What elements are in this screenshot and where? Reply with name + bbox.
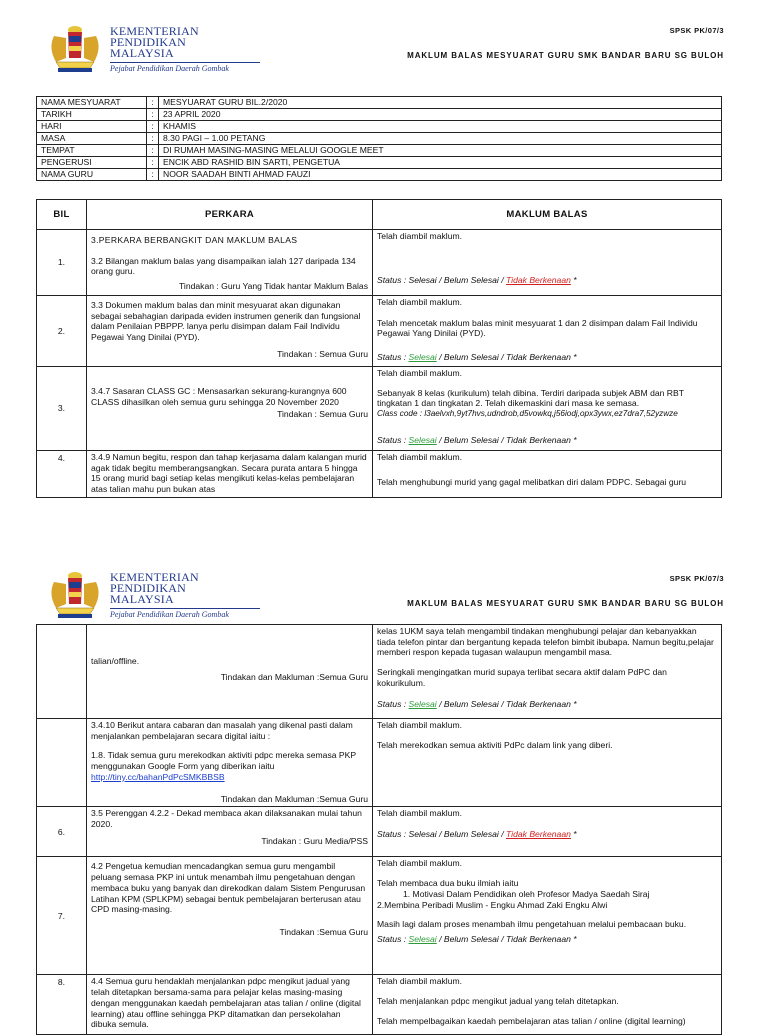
maklum-balas-cell: kelas 1UKM saya telah mengambil tindakan menghubungi pelajar dan kebanyakkan tiada telefon pintar dan bergantung kepada telefon bimbit ibubapa. Namun begitu,pelajar memberi respon kepada tugasan walaupun mengambil masa. Seringkali mengingatkan murid supaya terlibat secara aktif dalam PdPC dan kokurikulum. Status : Selesai / Belum Selesai / Tidak Berkenaan * xyxy=(373,625,722,719)
tindakan: Tindakan :Semua Guru xyxy=(279,927,368,938)
status-line: Status : Selesai / Belum Selesai / Tidak Berkenaan * xyxy=(377,934,577,945)
maklum-balas-cell: Telah diambil maklum. Telah mencetak maklum balas minit mesyuarat 1 dan 2 disimpan dalam Fail Individu Pegawai Yang Dinilai (PYD). Status : Selesai / Belum Selesai / Tidak Berkenaan * xyxy=(373,296,722,367)
perkara-cell: 4.4 Semua guru hendaklah menjalankan pdpc mengikut jadual yang telah ditetapkan bersama-sama para pelajar kelas masing-masing dengan menggunakan kaedah pembelajaran atas talian / online (digital learning) atau offline sehingga PKP ditamatkan dan persekolahan dibuka semula. xyxy=(87,975,373,1035)
row-number: 1. xyxy=(37,230,87,296)
perkara-cell: talian/offline. Tindakan dan Makluman :Semua Guru xyxy=(87,625,373,719)
meta-row: TARIKH : 23 APRIL 2020 xyxy=(37,109,722,121)
district-office: Pejabat Pendidikan Daerah Gombak xyxy=(110,64,229,73)
coat-of-arms-icon xyxy=(44,568,106,620)
status-line: Status : Selesai / Belum Selesai / Tidak Berkenaan * xyxy=(377,274,577,285)
row-number xyxy=(37,719,87,807)
perkara-cell: 3.5 Perenggan 4.2.2 - Dekad membaca akan dilaksanakan mulai tahun 2020. Tindakan : Guru Media/PSS xyxy=(87,807,373,857)
ministry-name: KEMENTERIAN PENDIDIKAN MALAYSIA xyxy=(110,570,199,606)
table-row xyxy=(37,367,722,451)
table-row xyxy=(37,807,722,857)
meta-row: TEMPAT : DI RUMAH MASING-MASING MELALUI GOOGLE MEET xyxy=(37,145,722,157)
row-number xyxy=(37,625,87,719)
table-row xyxy=(37,625,722,719)
row-number: 6. xyxy=(37,807,87,857)
tindakan: Tindakan dan Makluman :Semua Guru xyxy=(220,671,368,682)
ministry-name: KEMENTERIAN PENDIDIKAN MALAYSIA xyxy=(110,24,199,60)
feedback-table-page-2 xyxy=(36,624,722,1035)
tindakan: Tindakan : Semua Guru xyxy=(277,409,368,420)
google-form-link[interactable]: http://tiny.cc/bahanPdPcSMKBBSB xyxy=(91,771,225,782)
meta-row: PENGERUSI : ENCIK ABD RASHID BIN SARTI, PENGETUA xyxy=(37,157,722,169)
maklum-balas-cell: Telah diambil maklum. Sebanyak 8 kelas (kurikulum) telah dibina. Terdiri daripada subjek ABM dan RBT tingkatan 1 dan tingkatan 2. Telah dikemaskini dari masa ke semasa. Class code : l3aelvxh,9yt7hvs,udndrob,d5vowkq,j56iodj,opx3ywx,ez7dra7,52yzwze Status : Selesai / Belum Selesai / Tidak Berkenaan * xyxy=(373,367,722,451)
document-title: MAKLUM BALAS MESYUARAT GURU SMK BANDAR BARU SG BULOH xyxy=(407,51,724,60)
meta-row: MASA : 8.30 PAGI – 1.00 PETANG xyxy=(37,133,722,145)
table-row xyxy=(37,719,722,807)
meta-row: NAMA MESYUARAT : MESYUARAT GURU BIL.2/2020 xyxy=(37,97,722,109)
coat-of-arms-icon xyxy=(44,22,106,74)
ministry-logo xyxy=(44,22,244,80)
perkara-cell: 3.4.7 Sasaran CLASS GC : Mensasarkan sekurang-kurangnya 600 CLASS dihasilkan oleh semua guru sehingga 20 November 2020 Tindakan : Semua Guru xyxy=(87,367,373,451)
perkara-cell: 3.PERKARA BERBANGKIT DAN MAKLUM BALAS 3.2 Bilangan maklum balas yang disampaikan ialah 127 daripada 134 orang guru. Tindakan : Guru Yang Tidak hantar Maklum Balas xyxy=(87,230,373,296)
class-code: Class code : l3aelvxh,9yt7hvs,udndrob,d5vowkq,j56iodj,opx3ywx,ez7dra7,52yzwze xyxy=(377,409,678,419)
status-line: Status : Selesai / Belum Selesai / Tidak Berkenaan * xyxy=(377,829,577,840)
meeting-info-table xyxy=(36,96,722,181)
document-title: MAKLUM BALAS MESYUARAT GURU SMK BANDAR BARU SG BULOH xyxy=(407,599,724,608)
maklum-balas-cell: Telah diambil maklum. Status : Selesai / Belum Selesai / Tidak Berkenaan * xyxy=(373,807,722,857)
maklum-balas-cell: Telah diambil maklum. Telah menjalankan pdpc mengikut jadual yang telah ditetapkan. Telah mempelbagaikan kaedah pembelajaran atas talian / online (digital learning) xyxy=(373,975,722,1035)
perkara-cell: 3.4.10 Berikut antara cabaran dan masalah yang dikenal pasti dalam menjalankan pembelajaran secara digital iaitu : 1.8. Tidak semua guru merekodkan aktiviti pdpc mereka semasa PKP menggunakan Google Form yang diberikan iaitu http://tiny.cc/bahanPdPcSMKBBSB Tindakan dan Makluman :Semua Guru xyxy=(87,719,373,807)
tindakan: Tindakan : Semua Guru xyxy=(277,348,368,359)
maklum-balas-cell: Telah diambil maklum. Telah menghubungi murid yang gagal melibatkan diri dalam PDPC. Sebagai guru xyxy=(373,451,722,498)
row-number: 7. xyxy=(37,857,87,975)
table-row xyxy=(37,296,722,367)
header-bil: BIL xyxy=(37,200,87,230)
perkara-cell: 4.2 Pengetua kemudian mencadangkan semua guru mengambil peluang semasa PKP ini untuk menambah ilmu pengetahuan dengan membaca buku yang banyak dan direkodkan dalam Sistem Pengurusan Latihan KPM (SPLKPM) sebagai bentuk pembelajaran berterusan atau CPD masing-masing. Tindakan :Semua Guru xyxy=(87,857,373,975)
row-number: 4. xyxy=(37,451,87,498)
table-header-row xyxy=(37,200,722,230)
header-perkara: PERKARA xyxy=(87,200,373,230)
meta-row: HARI : KHAMIS xyxy=(37,121,722,133)
document-reference: SPSK PK/07/3 xyxy=(669,574,724,583)
table-row xyxy=(37,230,722,296)
maklum-balas-cell: Telah diambil maklum. Status : Selesai / Belum Selesai / Tidak Berkenaan * xyxy=(373,230,722,296)
meta-row: NAMA GURU : NOOR SAADAH BINTI AHMAD FAUZI xyxy=(37,169,722,181)
district-office: Pejabat Pendidikan Daerah Gombak xyxy=(110,610,229,619)
feedback-table-page-1 xyxy=(36,199,722,498)
table-row xyxy=(37,857,722,975)
maklum-balas-cell: Telah diambil maklum. Telah membaca dua buku ilmiah iaitu 1. Motivasi Dalam Pendidikan oleh Profesor Madya Saedah Siraj 2.Membina Peribadi Muslim - Engku Ahmad Zaki Engku Alwi Masih lagi dalam proses menambah ilmu pengetahuan melalui pembacaan buku. Status : Selesai / Belum Selesai / Tidak Berkenaan * xyxy=(373,857,722,975)
status-line: Status : Selesai / Belum Selesai / Tidak Berkenaan * xyxy=(377,435,577,446)
tindakan: Tindakan : Guru Media/PSS xyxy=(261,835,368,846)
tindakan: Tindakan dan Makluman :Semua Guru xyxy=(220,793,368,804)
document-page-2 xyxy=(0,556,768,1030)
perkara-cell: 3.4.9 Namun begitu, respon dan tahap kerjasama dalam kalangan murid agak tidak begitu memberangsangkan. Secara purata antara 5 hingga 15 orang murid bagi setiap kelas mengikuti kelas-kelas pembelajaran atas talian mahu pun bukan atas xyxy=(87,451,373,498)
page-gap xyxy=(0,522,768,556)
row-number: 2. xyxy=(37,296,87,367)
maklum-balas-cell: Telah diambil maklum. Telah merekodkan semua aktiviti PdPc dalam link yang diberi. xyxy=(373,719,722,807)
perkara-cell: 3.3 Dokumen maklum balas dan minit mesyuarat akan digunakan sebagai sebahagian daripada eviden instrumen generik dan fungsional dalam Penilaian PBPPP. lanya perlu disimpan dalam Fail Individu Pegawai Yang Dinilai (PYD). Tindakan : Semua Guru xyxy=(87,296,373,367)
table-row xyxy=(37,975,722,1035)
row-number: 8. xyxy=(37,975,87,1035)
header-maklum-balas: MAKLUM BALAS xyxy=(373,200,722,230)
status-line: Status : Selesai / Belum Selesai / Tidak Berkenaan * xyxy=(377,698,577,709)
ministry-logo xyxy=(44,568,244,626)
tindakan: Tindakan : Guru Yang Tidak hantar Maklum Balas xyxy=(178,281,368,292)
status-line: Status : Selesai / Belum Selesai / Tidak Berkenaan * xyxy=(377,352,577,363)
table-row xyxy=(37,451,722,498)
document-reference: SPSK PK/07/3 xyxy=(669,26,724,35)
row-number: 3. xyxy=(37,367,87,451)
